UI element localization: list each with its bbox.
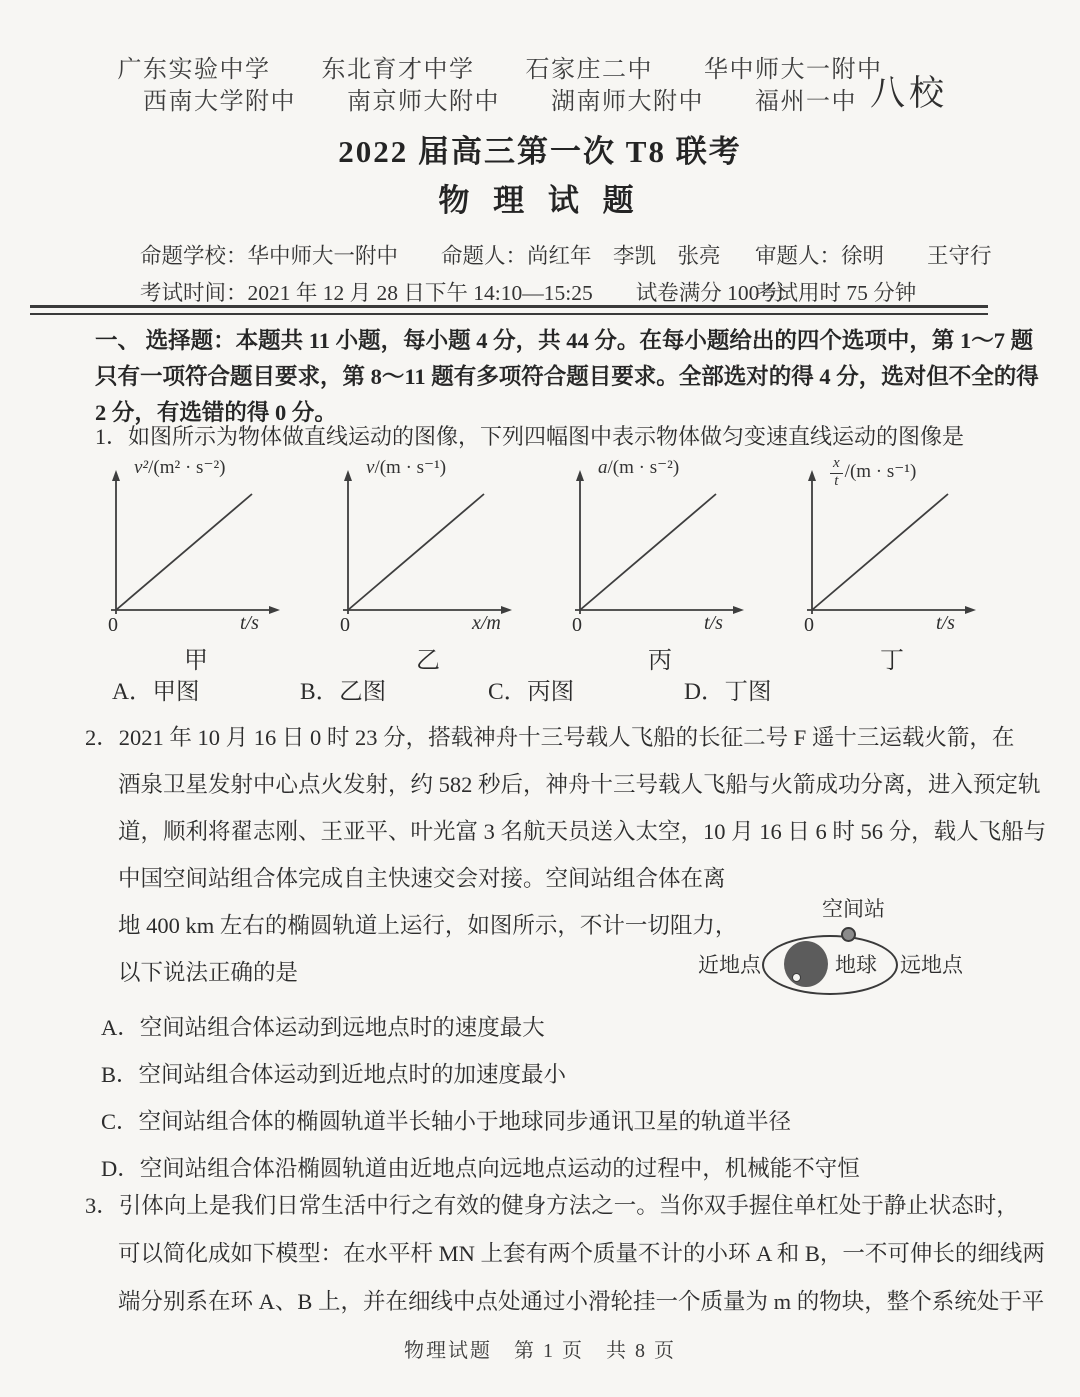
earth-circle: [784, 941, 828, 987]
q2-option-d: D．空间站组合体沿椭圆轨道由近地点向远地点运动的过程中，机械能不守恒: [101, 1156, 860, 1181]
graph-ding-ylabel: $\frac{x}{t}$ /(m · s⁻¹): [830, 456, 916, 490]
q1-option-b: B．乙图: [300, 679, 387, 705]
orbit-diagram: [698, 891, 988, 1003]
info-duration: 考试用时 75 分钟: [755, 281, 917, 305]
question-2-options: [85, 1004, 1035, 1192]
q1-option-d: D．丁图: [684, 679, 772, 705]
graph-yi-xlabel: x/m: [472, 612, 501, 634]
graph-yi-caption: 乙: [416, 648, 440, 674]
fraction-x-over-t: $\frac{x}{t}$: [830, 456, 843, 490]
q2-option-b: B．空间站组合体运动到近地点时的加速度最小: [101, 1062, 567, 1087]
perigee-label: 近地点: [698, 953, 761, 977]
page-footer: 物理试题 第 1 页 共 8 页: [404, 1340, 676, 1362]
graph-axes-icon: [334, 468, 520, 624]
graph-bing: [564, 456, 796, 674]
graph-yi-origin: 0: [340, 614, 350, 636]
orbit-ellipse: [762, 935, 898, 995]
question-2-line: 道，顺利将翟志刚、王亚平、叶光富 3 名航天员送入太空，10 月 16 日 6 时 56 分，载人飞船与: [118, 819, 1047, 844]
header-schools-line2: 西南大学附中 南京师大附中 湖南师大附中 福州一中: [143, 89, 857, 115]
question-1-graphs: [100, 455, 1030, 674]
question-1-text: 1．如图所示为物体做直线运动的图像，下列四幅图中表示物体做匀变速直线运动的图像是: [95, 424, 965, 449]
section1-line: 只有一项符合题目要求，第 8～11 题有多项符合题目要求。全部选对的得 4 分，选对但不全的得: [95, 364, 1039, 389]
question-3-line: 3．引体向上是我们日常生活中行之有效的健身方法之一。当你双手握住单杠处于静止状态时，: [85, 1193, 1019, 1218]
graph-bing-caption: 丙: [648, 648, 672, 674]
station-dot: [841, 927, 856, 942]
header-divider-rule: [30, 305, 988, 315]
section1-line: 2 分，有选错的得 0 分。: [95, 400, 337, 425]
graph-axes-icon: [102, 468, 288, 624]
graph-axes-icon: [566, 468, 752, 624]
earth-label: 地球: [835, 953, 877, 977]
question-3-line: 可以简化成如下模型：在水平杆 MN 上套有两个质量不计的小环 A 和 B，一不可伸长的细线两: [118, 1241, 1045, 1266]
q1-option-c: C．丙图: [488, 679, 575, 705]
graph-jia-ylabel: v²/(m² · s⁻²): [134, 457, 226, 478]
graph-ding-caption: 丁: [880, 648, 904, 674]
header-schools: [90, 54, 910, 118]
graph-ding-origin: 0: [804, 614, 814, 636]
section1-line: 一、 选择题：本题共 11 小题，每小题 4 分，共 44 分。在每小题给出的四个选项中，第 1～7 题: [95, 328, 1034, 353]
station-label: 空间站: [822, 897, 885, 921]
apogee-label: 远地点: [900, 953, 963, 977]
exam-title: 2022 届高三第一次 T8 联考: [338, 134, 742, 169]
question-2-line: 中国空间站组合体完成自主快速交会对接。空间站组合体在离: [118, 866, 726, 891]
question-1-options: [112, 672, 771, 706]
graph-ding-xlabel: t/s: [936, 612, 955, 634]
question-2-line: 地 400 km 左右的椭圆轨道上运行，如图所示，不计一切阻力，: [118, 913, 738, 938]
graph-bing-xlabel: t/s: [704, 612, 723, 634]
exam-info-box: [140, 241, 1000, 315]
graph-jia: [100, 456, 332, 674]
section1-instructions: [95, 323, 1039, 431]
question-3: [85, 1182, 1045, 1326]
graph-jia-caption: 甲: [184, 648, 208, 674]
earth-surface-dot: [792, 973, 801, 982]
graph-bing-origin: 0: [572, 614, 582, 636]
graph-ding: [796, 455, 1028, 674]
graph-yi: [332, 456, 564, 674]
q1-option-a: A．甲图: [112, 679, 200, 705]
info-row-1: [140, 241, 1000, 278]
graph-axes-icon: [798, 468, 984, 624]
graph-jia-origin: 0: [108, 614, 118, 636]
q2-option-a: A．空间站组合体运动到远地点时的速度最大: [101, 1015, 545, 1040]
question-2-line: 以下说法正确的是: [118, 960, 299, 985]
exam-subject-title: 物 理 试 题: [438, 183, 642, 218]
q2-option-c: C．空间站组合体的椭圆轨道半长轴小于地球同步通讯卫星的轨道半径: [101, 1109, 792, 1134]
graph-jia-xlabel: t/s: [240, 612, 259, 634]
header-schools-line1: 广东实验中学 东北育才中学 石家庄二中 华中师大一附中: [117, 57, 883, 83]
question-2-line: 2．2021 年 10 月 16 日 0 时 23 分，搭载神舟十三号载人飞船的长征二号 F 遥十三运载火箭，在: [85, 725, 1015, 750]
info-exam-time: 考试时间：2021 年 12 月 28 日下午 14:10—15:25 试卷满分 100 分: [140, 281, 787, 305]
graph-bing-ylabel: a/(m · s⁻²): [598, 457, 680, 478]
info-reviewers: 审题人：徐明 王守行: [755, 244, 992, 268]
eight-schools-badge: 八校: [870, 74, 949, 113]
graph-yi-ylabel: v/(m · s⁻¹): [366, 457, 447, 478]
info-setter-school: 命题学校：华中师大一附中 命题人：尚红年 李凯 张亮: [140, 244, 721, 268]
question-3-line: 端分别系在环 A、B 上，并在细线中点处通过小滑轮挂一个质量为 m 的物块，整个系统处于平: [118, 1289, 1045, 1314]
question-2-line: 酒泉卫星发射中心点火发射，约 582 秒后，神舟十三号载人飞船与火箭成功分离，进入预定轨: [118, 772, 1041, 797]
